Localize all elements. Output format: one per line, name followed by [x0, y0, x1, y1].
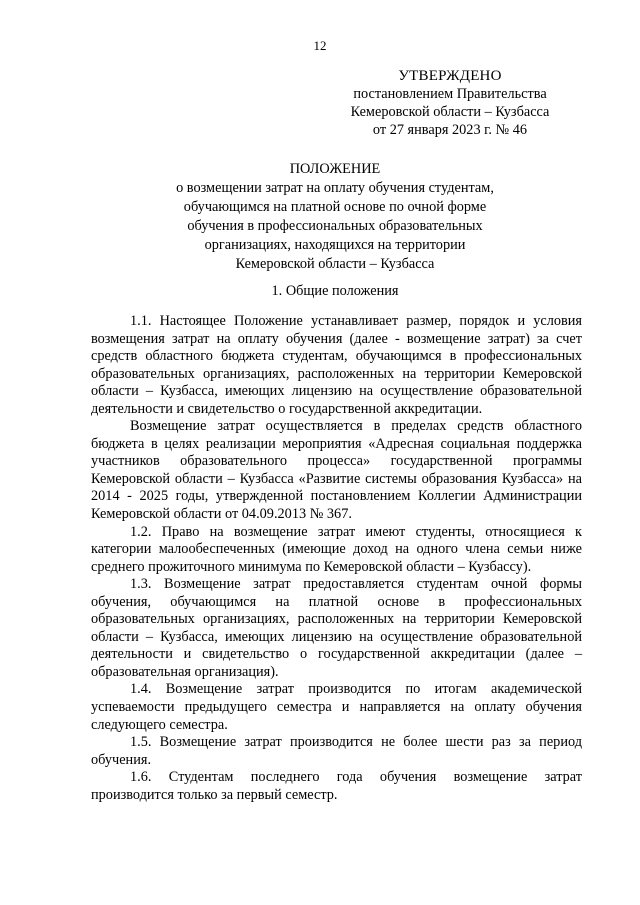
paragraph-1-6: 1.6. Студентам последнего года обучения возмещение затрат производится только за первый семестр. [91, 769, 582, 803]
document-subtitle-line: Кемеровской области – Кузбасса [235, 256, 435, 272]
page-number: 12 [313, 38, 327, 53]
paragraph-1-4: 1.4. Возмещение затрат производится по итогам академической успеваемости предыдущего семестра и направляется на оплату обучения следующего семестра. [91, 681, 582, 733]
approval-line-1: постановлением Правительства [353, 86, 547, 102]
paragraph-1-2: 1.2. Право на возмещение затрат имеют студенты, относящиеся к категории малообеспеченных (имеющие доход на одного члена семьи ниже среднего прожиточного минимума по Кемеровской области – Кузбассу). [91, 523, 582, 575]
approval-stamp [330, 67, 570, 139]
section-body [91, 313, 582, 804]
document-subtitle-line: организациях, находящихся на территории [204, 237, 466, 253]
paragraph-1-5: 1.5. Возмещение затрат производится не более шести раз за период обучения. [91, 734, 582, 768]
paragraph-1-1: 1.1. Настоящее Положение устанавливает размер, порядок и условия возмещения затрат на оплату обучения (далее - возмещение затрат) за счет средств областного бюджета студентам, обучающимся в профессиональных образовательных организациях, расположенных на территории Кемеровской области – Кузбасса, имеющих лицензию на осуществление образовательной деятельности и свидетельство о государственной аккредитации. [91, 313, 582, 417]
document-title-block [90, 160, 580, 274]
approval-line-3: от 27 января 2023 г. № 46 [372, 122, 528, 138]
document-subtitle-line: обучения в профессиональных образовательных [187, 218, 483, 234]
document-subtitle-line: о возмещении затрат на оплату обучения студентам, [176, 180, 494, 196]
document-subtitle-line: обучающимся на платной основе по очной форме [183, 199, 487, 215]
paragraph-1-3: 1.3. Возмещение затрат предоставляется студентам очной формы обучения, обучающимся на платной основе в профессиональных образовательных организациях, расположенных на территории Кемеровской области – Кузбасса, имеющих лицензию на осуществление образовательной деятельности и свидетельство о государственной аккредитации (далее – образовательная организация). [91, 576, 582, 680]
approval-title: УТВЕРЖДЕНО [398, 68, 502, 84]
document-title: ПОЛОЖЕНИЕ [289, 161, 381, 177]
paragraph-1-1-funding: Возмещение затрат осуществляется в пределах средств областного бюджета в целях реализации мероприятия «Адресная социальная поддержка участников образовательного процесса» государственной программы Кемеровской области – Кузбасса «Развитие системы образования Кузбасса» на 2014 - 2025 годы, утвержденной постановлением Коллегии Администрации Кемеровской области от 04.09.2013 № 367. [91, 418, 582, 523]
approval-line-2: Кемеровской области – Кузбасса [350, 104, 550, 120]
section-heading: 1. Общие положения [271, 283, 399, 299]
